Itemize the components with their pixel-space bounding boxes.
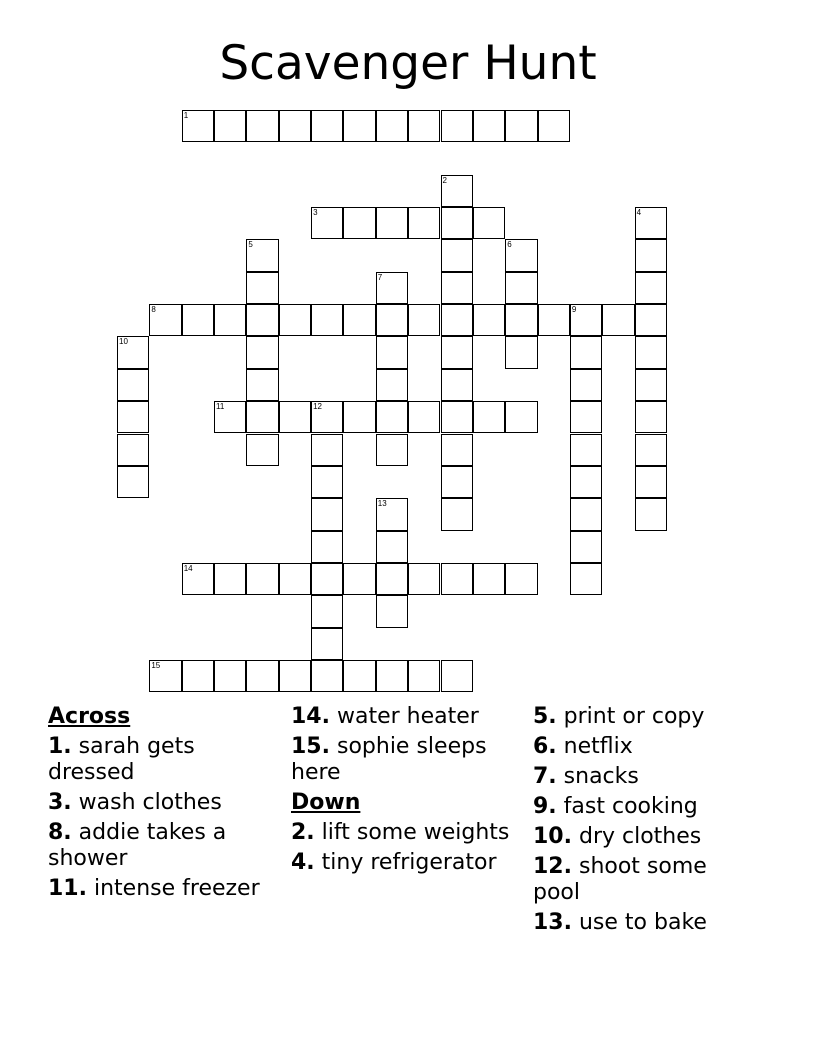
clue-number: 10. xyxy=(533,824,572,849)
grid-cell[interactable] xyxy=(505,272,537,304)
grid-cell[interactable] xyxy=(311,531,343,563)
clue-text: water heater xyxy=(336,704,479,729)
grid-cell[interactable] xyxy=(343,304,375,336)
grid-cell[interactable] xyxy=(311,207,343,239)
clue-number: 12. xyxy=(533,854,572,879)
clue-text: wash clothes xyxy=(78,790,222,815)
grid-cell[interactable] xyxy=(635,434,667,466)
grid-cell[interactable] xyxy=(408,660,440,692)
grid-cell[interactable] xyxy=(311,595,343,627)
clue-down-12 xyxy=(533,854,758,906)
clue-number: 4. xyxy=(291,850,315,875)
grid-cell[interactable] xyxy=(246,401,278,433)
clue-number: 1. xyxy=(48,734,72,759)
down-heading: Down xyxy=(291,790,361,815)
clue-number: 2. xyxy=(291,820,315,845)
grid-cell[interactable] xyxy=(505,304,537,336)
cell-number: 5 xyxy=(248,240,253,250)
clue-number: 6. xyxy=(533,734,557,759)
cell-number: 3 xyxy=(313,208,318,218)
clue-down-9 xyxy=(533,794,758,820)
cell-number: 6 xyxy=(507,240,512,250)
grid-cell[interactable] xyxy=(441,207,473,239)
grid-cell[interactable] xyxy=(441,272,473,304)
clue-number: 7. xyxy=(533,764,557,789)
grid-cell[interactable] xyxy=(473,304,505,336)
grid-cell[interactable] xyxy=(635,239,667,271)
clue-text: sophie sleeps here xyxy=(291,734,487,785)
grid-cell[interactable] xyxy=(149,660,181,692)
clue-text: addie takes a shower xyxy=(48,820,227,871)
grid-cell[interactable] xyxy=(182,304,214,336)
grid-cell[interactable] xyxy=(246,110,278,142)
grid-cell[interactable] xyxy=(279,563,311,595)
clue-text: use to bake xyxy=(578,910,707,935)
clue-down-10 xyxy=(533,824,758,850)
grid-cell[interactable] xyxy=(376,531,408,563)
clue-number: 15. xyxy=(291,734,330,759)
cell-number: 9 xyxy=(571,305,577,315)
grid-cell[interactable] xyxy=(376,369,408,401)
clue-number: 8. xyxy=(48,820,72,845)
grid-cell[interactable] xyxy=(182,110,214,142)
grid-cell[interactable] xyxy=(635,401,667,433)
clue-down-7 xyxy=(533,764,758,790)
grid-cell[interactable] xyxy=(570,531,602,563)
grid-cell[interactable] xyxy=(570,434,602,466)
clue-number: 14. xyxy=(291,704,330,729)
clue-text: intense freezer xyxy=(93,876,260,901)
clue-across-3 xyxy=(48,790,273,816)
clue-across-1 xyxy=(48,734,273,786)
grid-cell[interactable] xyxy=(570,304,602,336)
grid-cell[interactable] xyxy=(343,401,375,433)
cell-number: 11 xyxy=(216,402,225,412)
grid-cell[interactable] xyxy=(182,660,214,692)
cell-number: 12 xyxy=(313,402,322,412)
cell-number: 4 xyxy=(636,208,642,218)
grid-cell[interactable] xyxy=(311,401,343,433)
grid-cell[interactable] xyxy=(311,628,343,660)
grid-cell[interactable] xyxy=(441,401,473,433)
grid-cell[interactable] xyxy=(117,336,149,368)
grid-cell[interactable] xyxy=(376,401,408,433)
grid-cell[interactable] xyxy=(149,304,181,336)
grid-cell[interactable] xyxy=(441,336,473,368)
clue-number: 9. xyxy=(533,794,557,819)
clue-down-6 xyxy=(533,734,758,760)
grid-cell[interactable] xyxy=(343,110,375,142)
clue-text: print or copy xyxy=(563,704,705,729)
clue-across-11 xyxy=(48,876,273,902)
clue-text: sarah gets dressed xyxy=(48,734,195,785)
grid-cell[interactable] xyxy=(570,336,602,368)
grid-cell[interactable] xyxy=(311,466,343,498)
grid-cell[interactable] xyxy=(376,595,408,627)
cell-number: 15 xyxy=(151,660,161,670)
grid-cell[interactable] xyxy=(408,110,440,142)
clue-number: 13. xyxy=(533,910,572,935)
grid-cell[interactable] xyxy=(376,110,408,142)
grid-cell[interactable] xyxy=(408,401,440,433)
grid-cell[interactable] xyxy=(441,466,473,498)
grid-cell[interactable] xyxy=(570,563,602,595)
grid-cell[interactable] xyxy=(505,110,537,142)
grid-cell[interactable] xyxy=(246,660,278,692)
grid-cell[interactable] xyxy=(214,110,246,142)
grid-cell[interactable] xyxy=(376,498,408,530)
cell-number: 8 xyxy=(151,305,156,315)
clue-text: dry clothes xyxy=(578,824,702,849)
grid-cell[interactable] xyxy=(570,401,602,433)
grid-cell[interactable] xyxy=(441,563,473,595)
grid-cell[interactable] xyxy=(441,434,473,466)
clue-text: netflix xyxy=(563,734,633,759)
grid-cell[interactable] xyxy=(246,563,278,595)
clue-column-1 xyxy=(48,704,273,906)
grid-cell[interactable] xyxy=(343,207,375,239)
clue-across-15 xyxy=(291,734,516,786)
grid-cell[interactable] xyxy=(311,304,343,336)
grid-cell[interactable] xyxy=(505,563,537,595)
clue-down-4 xyxy=(291,850,516,876)
grid-cell[interactable] xyxy=(408,304,440,336)
grid-cell[interactable] xyxy=(311,660,343,692)
grid-cell[interactable] xyxy=(635,336,667,368)
grid-cell[interactable] xyxy=(246,369,278,401)
grid-cell[interactable] xyxy=(343,660,375,692)
grid-cell[interactable] xyxy=(214,563,246,595)
grid-cell[interactable] xyxy=(473,207,505,239)
grid-cell[interactable] xyxy=(408,207,440,239)
grid-cell[interactable] xyxy=(279,401,311,433)
grid-cell[interactable] xyxy=(635,369,667,401)
grid-cell[interactable] xyxy=(376,336,408,368)
grid-cell[interactable] xyxy=(117,466,149,498)
grid-cell[interactable] xyxy=(376,660,408,692)
grid-cell[interactable] xyxy=(505,401,537,433)
clue-down-5 xyxy=(533,704,758,730)
grid-cell[interactable] xyxy=(376,434,408,466)
grid-cell[interactable] xyxy=(246,272,278,304)
grid-cell[interactable] xyxy=(570,498,602,530)
grid-cell[interactable] xyxy=(117,401,149,433)
grid-cell[interactable] xyxy=(343,563,375,595)
cell-number: 10 xyxy=(119,337,128,347)
grid-cell[interactable] xyxy=(505,239,537,271)
grid-cell[interactable] xyxy=(279,304,311,336)
cell-number: 2 xyxy=(442,175,447,185)
grid-cell[interactable] xyxy=(505,336,537,368)
grid-cell[interactable] xyxy=(602,304,634,336)
clue-column-3 xyxy=(533,704,758,940)
grid-cell[interactable] xyxy=(473,563,505,595)
page-title: Scavenger Hunt xyxy=(219,36,597,91)
clue-down-13 xyxy=(533,910,758,936)
grid-cell[interactable] xyxy=(246,434,278,466)
grid-cell[interactable] xyxy=(376,272,408,304)
clue-column-2 xyxy=(291,704,516,880)
grid-cell[interactable] xyxy=(441,175,473,207)
grid-cell[interactable] xyxy=(570,466,602,498)
clue-across-14 xyxy=(291,704,516,730)
grid-cell[interactable] xyxy=(376,304,408,336)
grid-cell[interactable] xyxy=(376,207,408,239)
grid-cell[interactable] xyxy=(441,498,473,530)
grid-cell[interactable] xyxy=(182,563,214,595)
grid-cell[interactable] xyxy=(441,304,473,336)
grid-cell[interactable] xyxy=(538,304,570,336)
grid-cell[interactable] xyxy=(473,401,505,433)
grid-cell[interactable] xyxy=(311,498,343,530)
clue-number: 3. xyxy=(48,790,72,815)
grid-cell[interactable] xyxy=(538,110,570,142)
cell-number: 13 xyxy=(377,499,387,509)
grid-cell[interactable] xyxy=(279,660,311,692)
grid-cell[interactable] xyxy=(214,304,246,336)
grid-cell[interactable] xyxy=(635,498,667,530)
clue-across-8 xyxy=(48,820,273,872)
grid-cell[interactable] xyxy=(635,304,667,336)
grid-cell[interactable] xyxy=(635,272,667,304)
grid-cell[interactable] xyxy=(311,110,343,142)
cell-number: 14 xyxy=(183,563,193,573)
clue-text: lift some weights xyxy=(321,820,510,845)
clue-text: shoot some pool xyxy=(533,854,707,905)
grid-cell[interactable] xyxy=(311,563,343,595)
grid-cell[interactable] xyxy=(279,110,311,142)
grid-cell[interactable] xyxy=(214,660,246,692)
clue-text: fast cooking xyxy=(563,794,698,819)
grid-cell[interactable] xyxy=(117,434,149,466)
grid-cell[interactable] xyxy=(117,369,149,401)
clue-down-2 xyxy=(291,820,516,846)
grid-cell[interactable] xyxy=(441,660,473,692)
clue-number: 11. xyxy=(48,876,87,901)
grid-cell[interactable] xyxy=(441,369,473,401)
grid-cell[interactable] xyxy=(246,304,278,336)
grid-cell[interactable] xyxy=(570,369,602,401)
grid-cell[interactable] xyxy=(246,336,278,368)
grid-cell[interactable] xyxy=(408,563,440,595)
grid-cell[interactable] xyxy=(311,434,343,466)
cell-number: 1 xyxy=(183,111,189,120)
clue-text: tiny refrigerator xyxy=(321,850,497,875)
clue-number: 5. xyxy=(533,704,557,729)
grid-cell[interactable] xyxy=(635,207,667,239)
grid-cell[interactable] xyxy=(635,466,667,498)
grid-cell[interactable] xyxy=(441,239,473,271)
crossword-grid xyxy=(117,110,677,700)
grid-cell[interactable] xyxy=(473,110,505,142)
grid-cell[interactable] xyxy=(246,239,278,271)
clue-text: snacks xyxy=(563,764,639,789)
cell-number: 7 xyxy=(377,272,383,282)
grid-cell[interactable] xyxy=(214,401,246,433)
grid-cell[interactable] xyxy=(376,563,408,595)
across-heading: Across xyxy=(48,704,131,729)
grid-cell[interactable] xyxy=(441,110,473,142)
